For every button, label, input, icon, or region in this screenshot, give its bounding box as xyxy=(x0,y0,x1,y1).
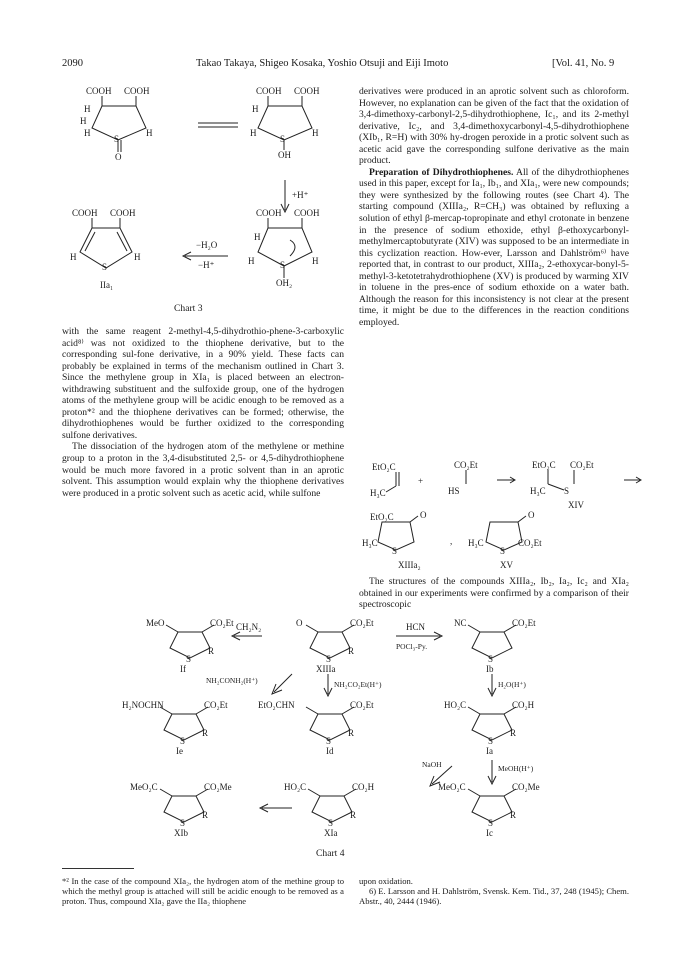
compound-ib-label: Ib xyxy=(486,664,494,674)
h2nochn-label: H₂NOCHN xyxy=(122,700,164,710)
minus-h2o-label: −H₂O xyxy=(196,240,218,250)
volume-info: [Vol. 41, No. 9 xyxy=(552,58,615,69)
h-label: H xyxy=(146,128,153,138)
ho2c-label: HO₂C xyxy=(284,782,307,792)
o-label: O xyxy=(115,152,122,162)
o-label: O xyxy=(528,510,535,520)
compound-if-label: If xyxy=(180,664,186,674)
h-label: H xyxy=(84,128,91,138)
cooh-label: COOH xyxy=(294,208,320,218)
co2et-label: CO₂Et xyxy=(350,618,374,628)
eto2c-label: EtO₂C xyxy=(532,460,556,470)
cooh-label: COOH xyxy=(294,86,320,96)
h-label: H xyxy=(70,252,77,262)
footnote-continuation: upon oxidation. xyxy=(359,876,413,886)
h-label: H xyxy=(84,104,91,114)
h3c-label: H₃C xyxy=(370,488,386,498)
r-label: R xyxy=(510,810,517,820)
s-label: S xyxy=(114,134,120,144)
reference-6: 6) E. Larsson and H. Dahlström, Svensk. Kem. Tid., 37, 248 (1945); Chem. Abstr., 40, 2444 (1946). xyxy=(359,886,629,906)
paragraph: with the same reagent 2-methyl-4,5-dihydrothio-phene-3-carboxylic acid⁸⁾ was not oxidized to the thiophene derivative, but to the corresponding sul-fone derivative, in a 90% yield. These facts can probably be explained in terms of the mechanism outlined in Chart 3. Since the methylene group in XIa₁ is placed between an electron-withdrawing substituent and the sulfoxide group, one of the hydrogen atoms of the methylene group will be acidic enough to be removed as a proton*² and the thiophene derivatives can be formed; otherwise, the dihydrothiophenes would be further oxidized to the corresponding sulfone derivatives. xyxy=(62,326,344,441)
urea-reagent-label: NH₂CONH₂(H⁺) xyxy=(206,676,258,685)
s-label: S xyxy=(488,654,494,664)
r-label: R xyxy=(348,728,355,738)
h3c-label: H₃C xyxy=(530,486,546,496)
paragraph: The dissociation of the hydrogen atom of the methylene or methine group to a proton in the 3,4-disubstituted 2,5- or 4,5-dihydrothiophene would be much more favored in a protic solvent than in an aprotic solvent. This assumption would explain why the thiophene derivatives were produced in a protic solvent such as acetic acid, while sulfone xyxy=(62,441,344,499)
s-label: S xyxy=(180,736,186,746)
s-label: S xyxy=(102,262,108,272)
r-label: R xyxy=(208,646,215,656)
s-label: S xyxy=(488,818,494,828)
s-label: S xyxy=(328,818,334,828)
paragraph: The structures of the compounds XIIIa₂, Ib₂, Ia₂, Ic₂ and XIa₂ obtained in our experiments were confirmed by a comparison of their spectroscopic xyxy=(359,576,629,611)
r-label: R xyxy=(348,646,355,656)
s-label: S xyxy=(280,260,286,270)
co2et-label: CO₂Et xyxy=(454,460,478,470)
co2et-label: CO₂Et xyxy=(210,618,234,628)
compound-xib-label: XIb xyxy=(174,828,188,838)
eto2c-label: EtO₂C xyxy=(372,462,396,472)
plus-label: + xyxy=(418,476,424,486)
nc-label: NC xyxy=(454,618,467,628)
h-label: H xyxy=(312,128,319,138)
footnote-left: *² In the case of the compound XIa₂, the hydrogen atom of the methine group to which the methyl group is attached will still be acidic enough to be removed as a proton. Thus, compound XIa₂ gave the IIa₂ thiophene xyxy=(62,876,344,906)
chart4-caption: Chart 4 xyxy=(316,848,345,859)
r-label: R xyxy=(202,810,209,820)
paragraph: derivatives were produced in an aprotic solvent such as chloroform. However, no explanation can be given of the fact that the oxidation of 3,4-dimethoxy-carbonyl-2,5-dihydrothiophene, Ic₁, and its 2-methyl derivative, Ic₂, and 3,4-dimethoxycarbonyl-4,5-dihydrothiophene (XIb₁, R=H) with 30% hy-drogen peroxide in a protic solvent such as acetic acid gave the corresponding sulfone derivative as the main product. xyxy=(359,86,629,167)
h-label: H xyxy=(250,128,257,138)
compound-xv-label: XV xyxy=(500,560,513,570)
cooh-label: COOH xyxy=(256,86,282,96)
s-label: S xyxy=(500,546,506,556)
compound-ie-label: Ie xyxy=(176,746,183,756)
cooh-label: COOH xyxy=(72,208,98,218)
co2et-label: CO₂Et xyxy=(518,538,542,548)
r-label: R xyxy=(510,728,517,738)
hs-label: HS xyxy=(448,486,460,496)
h-label: H xyxy=(252,104,259,114)
h3c-label: H₃C xyxy=(468,538,484,548)
meo-label: MeO xyxy=(146,618,165,628)
plus-h-label: +H⁺ xyxy=(292,190,309,200)
o-label: O xyxy=(420,510,427,520)
section-heading: Preparation of Dihydrothiophenes. xyxy=(369,166,514,178)
comma-label: , xyxy=(450,536,453,546)
running-authors: Takao Takaya, Shigeo Kosaka, Yoshio Otsuji and Eiji Imoto xyxy=(196,58,449,69)
naoh-label: NaOH xyxy=(422,760,442,769)
chart3-caption: Chart 3 xyxy=(174,303,203,314)
h3c-label: H₃C xyxy=(362,538,378,548)
oh-label: OH xyxy=(278,150,291,160)
r-label: R xyxy=(350,810,357,820)
cooh-label: COOH xyxy=(256,208,282,218)
eto2chn-label: EtO₂CHN xyxy=(258,700,295,710)
h-label: H xyxy=(248,256,255,266)
s-label: S xyxy=(326,736,332,746)
s-label: S xyxy=(186,654,192,664)
h-label: H xyxy=(134,252,141,262)
co2me-label: CO₂Me xyxy=(512,782,540,792)
h-label: H xyxy=(254,232,261,242)
ho2c-label: HO₂C xyxy=(444,700,467,710)
co2et-label: CO₂Et xyxy=(570,460,594,470)
ch2n2-label: CH₂N₂ xyxy=(236,622,262,632)
compound-ia-label: Ia xyxy=(486,746,493,756)
compound-xiiia2-label: XIIIa₂ xyxy=(398,560,421,570)
meo2c-label: MeO₂C xyxy=(438,782,466,792)
co2et-label: CO₂Et xyxy=(204,700,228,710)
s-label: S xyxy=(392,546,398,556)
minus-h-label: −H⁺ xyxy=(198,260,215,270)
esterification-reagent-label: MeOH(H⁺) xyxy=(498,764,534,773)
s-label: S xyxy=(280,134,286,144)
co2me-label: CO₂Me xyxy=(204,782,232,792)
compound-xiv-label: XIV xyxy=(568,500,584,510)
s-label: S xyxy=(564,486,570,496)
s-label: S xyxy=(488,736,494,746)
cooh-label: COOH xyxy=(124,86,150,96)
hcn-label: HCN xyxy=(406,622,426,632)
paragraph: All of the dihydrothiophenes used in this paper, except for Ia₁, Ib₁, and XIa₁, were new compounds; they were synthesized by the following routes (see Chart 4). The starting compound (XIIIa₂, R=CH₃) was obtained by refluxing a solution of ethyl β-mercap-topropinate and ethyl crotonate in benzene in the presence of sodium ethoxide, ethyl β-ethoxycarbonyl-methylmercaptobutyrate (XIV) was supposed to be an intermediate in this cyclization reaction. How-ever, Larsson and Dahlström⁶⁾ have reported that, in contrast to our product, XIIIa₂, 2-ethoxycar-bonyl-5-methyl-3-ketotetrahydrothiophene (XV) is produced by warming XIV in toluene in the pres-ence of sodium ethoxide on a water bath. Although the reason for this inconsistency is not clear at the present time, it might be due to the differences in the reaction conditions employed. xyxy=(359,166,629,328)
footnote-rule xyxy=(62,868,134,869)
cooh-label: COOH xyxy=(110,208,136,218)
co2h-label: CO₂H xyxy=(352,782,375,792)
co2h-label: CO₂H xyxy=(512,700,535,710)
hydrolysis-reagent-label: H₂O(H⁺) xyxy=(498,680,526,689)
page-number: 2090 xyxy=(62,58,83,69)
compound-xiiia-label: XIIIa xyxy=(316,664,336,674)
o-label: O xyxy=(296,618,303,628)
footnote-right xyxy=(359,876,629,906)
h-label: H xyxy=(80,116,87,126)
co2et-label: CO₂Et xyxy=(512,618,536,628)
s-label: S xyxy=(326,654,332,664)
cooh-label: COOH xyxy=(86,86,112,96)
compound-xia-label: XIa xyxy=(324,828,338,838)
compound-iia1-label: IIa₁ xyxy=(100,280,114,290)
h-label: H xyxy=(312,256,319,266)
compound-id-label: Id xyxy=(326,746,334,756)
urethane-reagent-label: NH₂CO₂Et(H⁺) xyxy=(334,680,382,689)
meo2c-label: MeO₂C xyxy=(130,782,158,792)
r-label: R xyxy=(202,728,209,738)
pocl3-label: POCl₃-Py. xyxy=(396,642,428,651)
co2et-label: CO₂Et xyxy=(350,700,374,710)
eto2c-label: EtO₂C xyxy=(370,512,394,522)
compound-ic-label: Ic xyxy=(486,828,493,838)
oh2-label: OH₂ xyxy=(276,278,293,288)
s-label: S xyxy=(180,818,186,828)
